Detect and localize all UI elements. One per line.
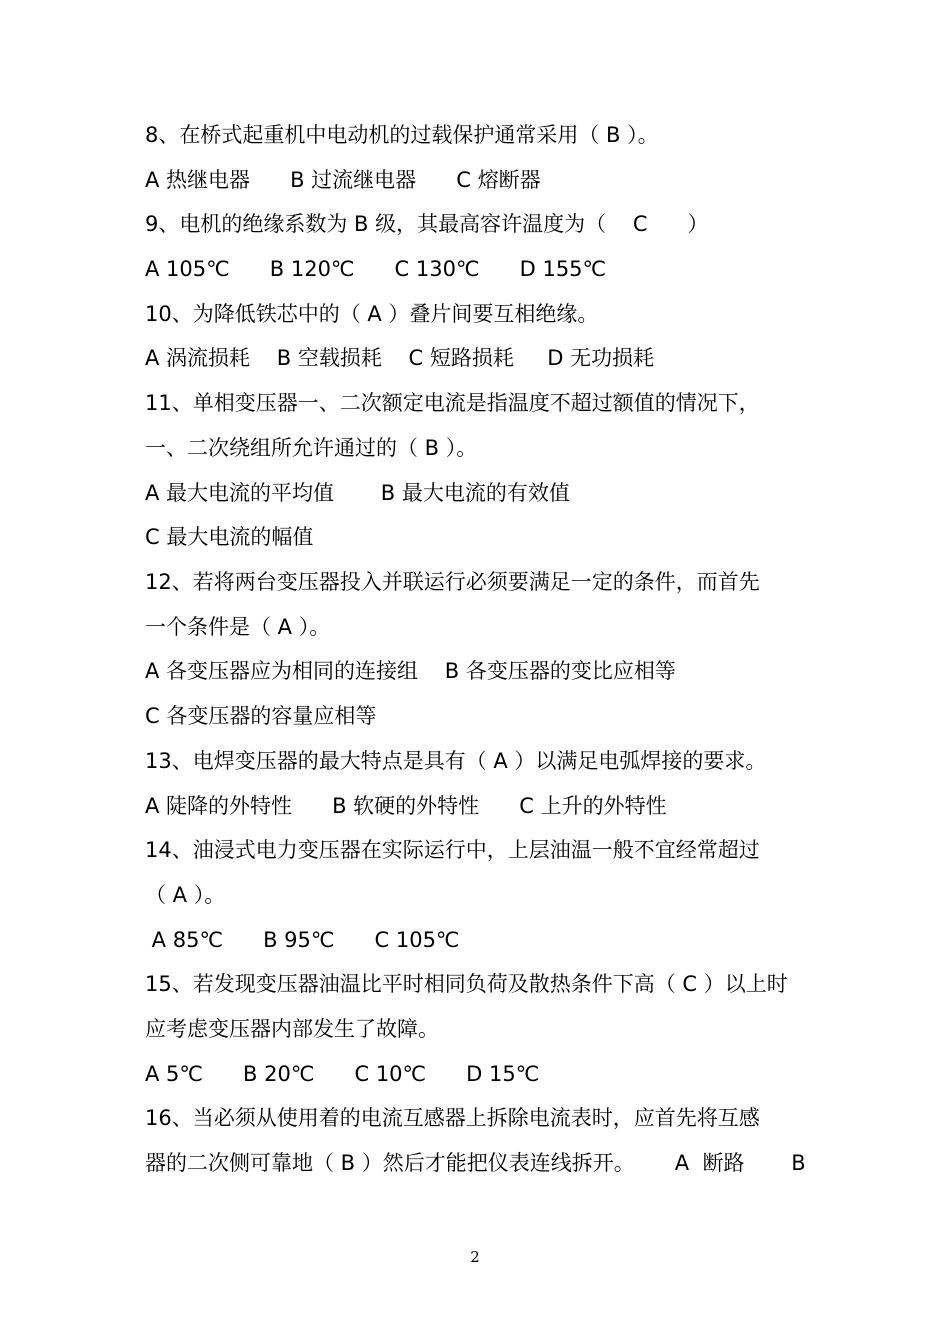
question-8: 8、在桥式起重机中电动机的过载保护通常采用（ B ）。 xyxy=(145,123,659,147)
question-9-options: A 105℃ B 120℃ C 130℃ D 155℃ xyxy=(145,257,607,281)
question-14-line-2: （ A ）。 xyxy=(145,883,226,907)
question-11-options-1: A 最大电流的平均值 B 最大电流的有效值 xyxy=(145,481,570,505)
question-11-options-2: C 最大电流的幅值 xyxy=(145,525,314,549)
question-15-line-2: 应考虑变压器内部发生了故障。 xyxy=(145,1017,439,1041)
question-15-line-1: 15、若发现变压器油温比平时相同负荷及散热条件下高（ C ）以上时 xyxy=(145,972,788,996)
question-12-line-2: 一个条件是（ A ）。 xyxy=(145,615,331,639)
question-14-options: A 85℃ B 95℃ C 105℃ xyxy=(145,928,460,952)
question-12-options-1: A 各变压器应为相同的连接组 B 各变压器的变比应相等 xyxy=(145,659,676,683)
question-16-line-2: 器的二次侧可靠地（ B ）然后才能把仪表连线拆开。 A 断路 B xyxy=(145,1151,806,1175)
question-8-options: A 热继电器 B 过流继电器 C 熔断器 xyxy=(145,168,541,192)
question-13-options: A 陡降的外特性 B 软硬的外特性 C 上升的外特性 xyxy=(145,794,667,818)
question-12-options-2: C 各变压器的容量应相等 xyxy=(145,704,377,728)
page-number: 2 xyxy=(470,1248,480,1266)
question-10-options: A 涡流损耗 B 空载损耗 C 短路损耗 D 无功损耗 xyxy=(145,346,655,370)
question-13: 13、电焊变压器的最大特点是具有（ A ）以满足电弧焊接的要求。 xyxy=(145,749,767,773)
question-9: 9、电机的绝缘系数为 B 级，其最高容许温度为（ C ） xyxy=(145,212,709,236)
question-16-line-1: 16、当必须从使用着的电流互感器上拆除电流表时，应首先将互感 xyxy=(145,1106,760,1130)
question-11-line-2: 一、二次绕组所允许通过的（ B ）。 xyxy=(145,436,478,460)
question-15-options: A 5℃ B 20℃ C 10℃ D 15℃ xyxy=(145,1062,540,1086)
question-12-line-1: 12、若将两台变压器投入并联运行必须要满足一定的条件，而首先 xyxy=(145,570,760,594)
question-11-line-1: 11、单相变压器一、二次额定电流是指温度不超过额值的情况下， xyxy=(145,391,760,415)
question-14-line-1: 14、油浸式电力变压器在实际运行中，上层油温一般不宜经常超过 xyxy=(145,838,760,862)
question-10: 10、为降低铁芯中的（ A ）叠片间要互相绝缘。 xyxy=(145,302,599,326)
